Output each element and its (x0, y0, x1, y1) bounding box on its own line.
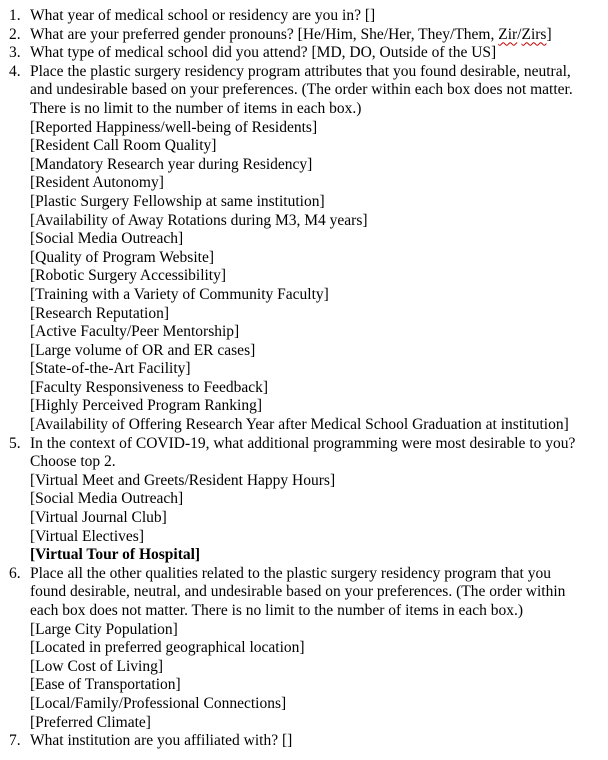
question-4-option-15: [Faculty Responsiveness to Feedback] (30, 378, 269, 396)
question-1-text: What year of medical school or residency are you in? [] (30, 7, 376, 24)
pronoun-separator: / (517, 25, 522, 43)
question-4-option-5: [Plastic Surgery Fellowship at same institution] (30, 192, 325, 210)
question-2-number: 2. (9, 25, 21, 43)
question-5-text-line-1: In the context of COVID-19, what additional programming were most desirable to you? (30, 434, 576, 452)
question-5-body (30, 435, 602, 565)
question-5-text-line-2: Choose top 2. (30, 453, 116, 471)
question-6-option-1: [Large City Population] (30, 620, 178, 638)
question-6-text-line-3: each box does not matter. There is no limit to the number of items in each box.) (30, 602, 524, 619)
question-4-text-line-2: and undesirable based on your preferences. (The order within each box does not matter. (30, 81, 573, 99)
question-4-text-line-3: There is no limit to the number of items in each box.) (30, 99, 362, 117)
question-5-number: 5. (9, 434, 21, 452)
survey-document (9, 7, 602, 751)
question-7-body (30, 732, 602, 751)
question-4-text-line-1: Place the plastic surgery residency program attributes that you found desirable, neutral, (30, 62, 571, 80)
question-1-number: 1. (9, 7, 21, 24)
question-4-option-14: [State-of-the-Art Facility] (30, 360, 191, 378)
question-6-option-6: [Preferred Climate] (30, 713, 151, 731)
misspelled-word-zirs: Zirs (521, 25, 547, 43)
question-3-body (30, 44, 602, 63)
misspelled-word-zir: Zir (498, 25, 518, 43)
question-5-option-3: [Virtual Journal Club] (30, 509, 167, 527)
question-4-option-10: [Training with a Variety of Community Faculty] (30, 285, 329, 303)
question-5-option-5: [Virtual Tour of Hospital] (30, 546, 201, 564)
question-6-number: 6. (9, 564, 21, 582)
question-5-option-1: [Virtual Meet and Greets/Resident Happy Hours] (30, 471, 336, 489)
question-2 (9, 26, 602, 45)
question-4-option-11: [Research Reputation] (30, 304, 170, 322)
question-4-option-2: [Resident Call Room Quality] (30, 137, 217, 155)
question-4-option-13: [Large volume of OR and ER cases] (30, 341, 256, 359)
question-5-option-2: [Social Media Outreach] (30, 490, 184, 508)
question-2-text-prefix: What are your preferred gender pronouns? [He/Him, She/Her, They/Them, (30, 25, 499, 43)
question-2-body (30, 26, 602, 45)
question-3-number: 3. (9, 44, 21, 62)
question-4-number: 4. (9, 62, 21, 80)
question-6 (9, 565, 602, 732)
question-6-option-3: [Low Cost of Living] (30, 657, 164, 675)
question-5-option-4: [Virtual Electives] (30, 527, 144, 545)
question-3 (9, 44, 602, 63)
question-2-text-suffix: ] (546, 25, 552, 43)
question-6-text-line-2: found desirable, neutral, and undesirable based on your preferences. (The order within (30, 583, 566, 601)
question-6-option-5: [Local/Family/Professional Connections] (30, 694, 287, 712)
question-4-option-6: [Availability of Away Rotations during M3, M4 years] (30, 211, 368, 229)
question-6-option-2: [Located in preferred geographical location] (30, 639, 305, 657)
question-4-option-17: [Availability of Offering Research Year after Medical School Graduation at institution] (30, 416, 569, 434)
question-5 (9, 435, 602, 565)
question-7-text: What institution are you affiliated with? [] (30, 732, 293, 750)
question-7-number: 7. (9, 732, 21, 750)
question-1-body (30, 7, 602, 26)
question-3-text: What type of medical school did you attend? [MD, DO, Outside of the US] (30, 44, 497, 62)
question-6-text-line-1: Place all the other qualities related to the plastic surgery residency program that you (30, 564, 551, 582)
question-4-body (30, 63, 602, 435)
question-6-body (30, 565, 602, 732)
question-7 (9, 732, 602, 751)
question-4-option-12: [Active Faculty/Peer Mentorship] (30, 323, 240, 341)
question-4-option-8: [Quality of Program Website] (30, 248, 214, 266)
question-4-option-1: [Reported Happiness/well-being of Residents] (30, 118, 318, 136)
question-4-option-7: [Social Media Outreach] (30, 230, 184, 248)
question-4-option-3: [Mandatory Research year during Residency] (30, 155, 313, 173)
question-4 (9, 63, 602, 435)
question-4-option-9: [Robotic Surgery Accessibility] (30, 267, 227, 285)
question-4-option-4: [Resident Autonomy] (30, 174, 164, 192)
question-6-option-4: [Ease of Transportation] (30, 676, 181, 694)
question-1 (9, 7, 602, 26)
question-4-option-16: [Highly Perceived Program Ranking] (30, 397, 263, 415)
question-2-text (30, 26, 602, 45)
